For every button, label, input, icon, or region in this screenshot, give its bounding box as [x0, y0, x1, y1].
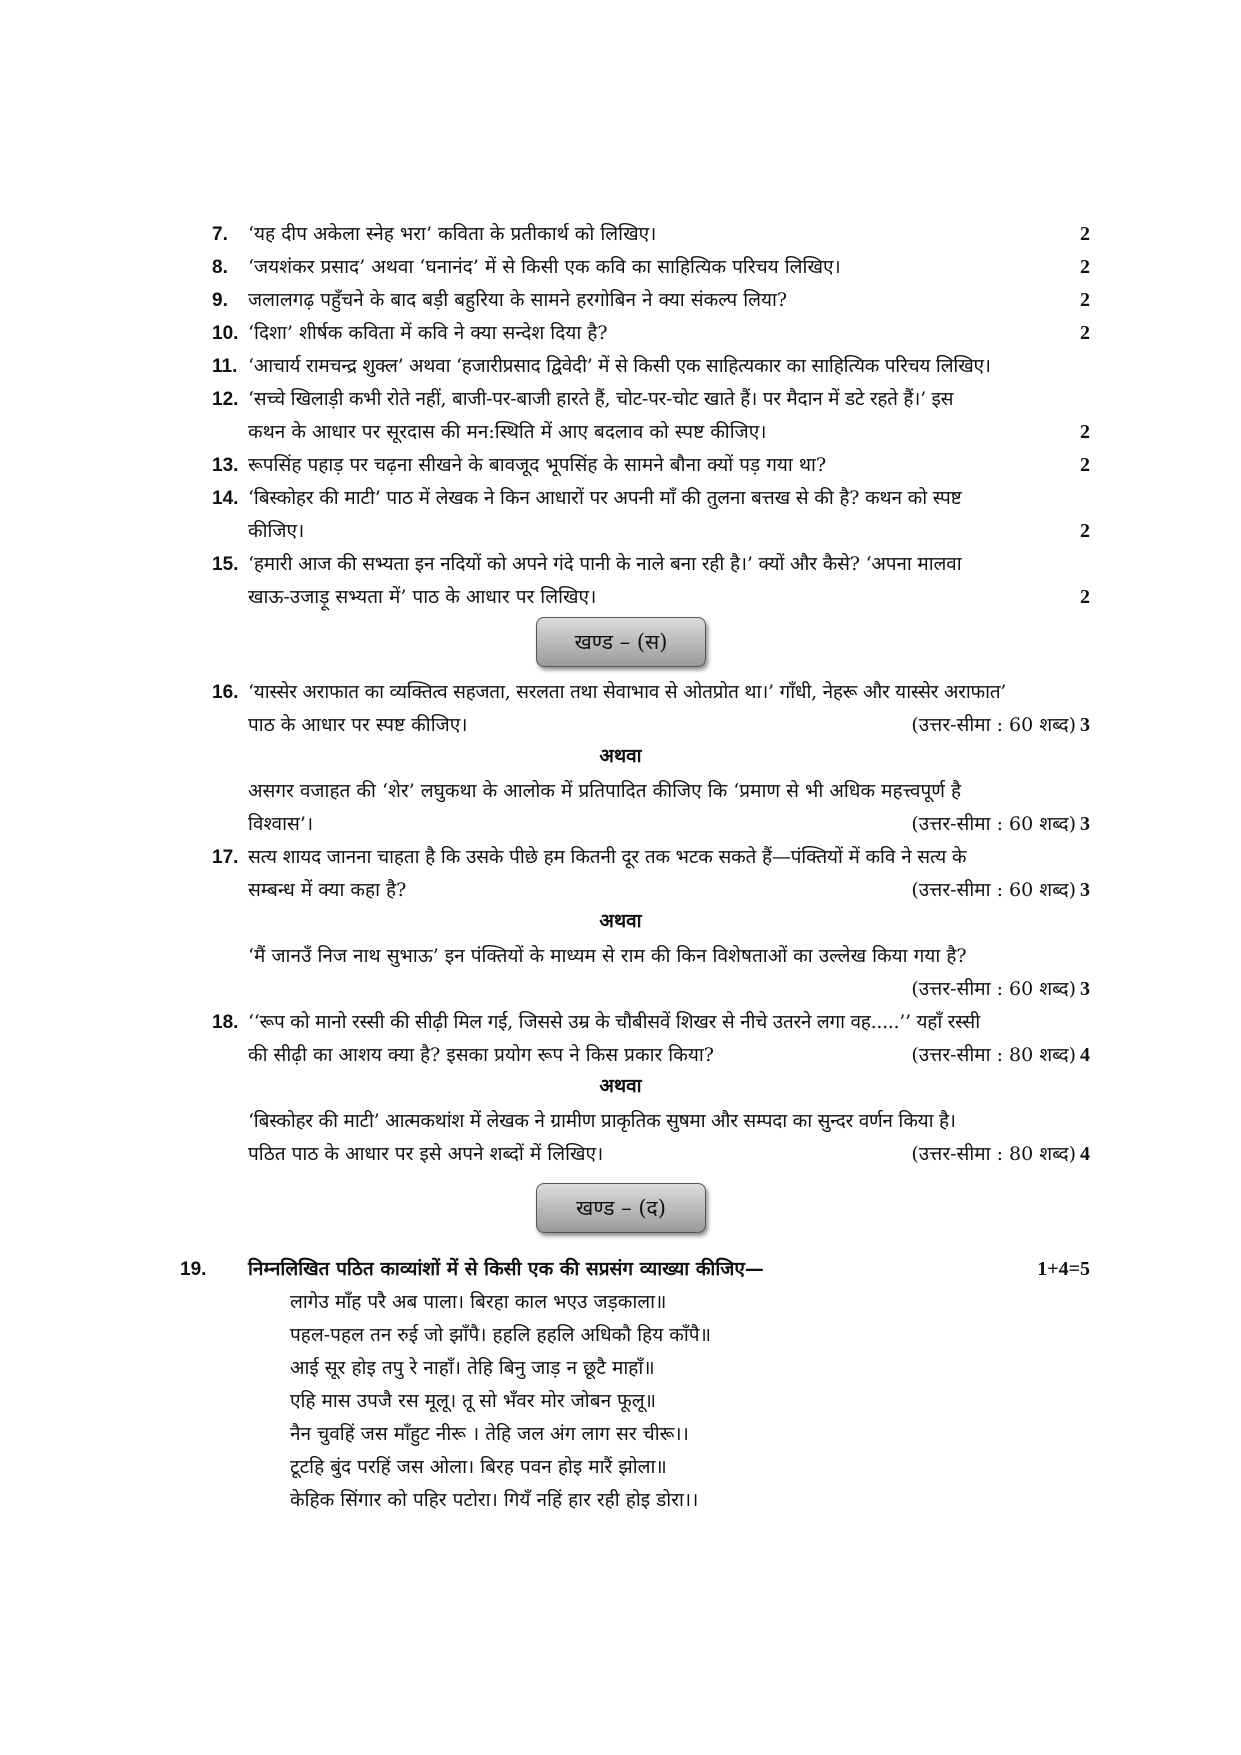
question-marks: 2	[1080, 520, 1090, 542]
or-label: अथवा	[599, 910, 642, 932]
question-11	[212, 350, 1090, 383]
question-number: 19.	[180, 1259, 207, 1280]
question-number: 7.	[212, 224, 228, 245]
question-text: ‘आचार्य रामचन्द्र शुक्ल’ अथवा ‘हजारीप्रसाद द्विवेदी’ में से किसी एक साहित्यकार का साहित्यिक परिचय लिखिए।	[248, 355, 991, 377]
question-marks: 2	[1080, 256, 1090, 278]
poem-line: आई सूर होइ तपु रे नाहाँ। तेहि बिनु जाड़ न छूटै माहाँ॥	[290, 1357, 655, 1379]
question-9	[212, 284, 1090, 317]
question-text: ‘यह दीप अकेला स्नेह भरा’ कविता के प्रतीकार्थ को लिखिए।	[248, 223, 657, 245]
question-text: पाठ के आधार पर स्पष्ट कीजिए।	[248, 714, 468, 736]
word-limit: (उत्तर-सीमा : 60 शब्द) 3	[911, 879, 1090, 901]
section-d-header: खण्ड – (द)	[536, 1183, 706, 1233]
poem-line: एहि मास उपजै रस मूलू। तू सो भँवर मोर जोबन फूलू॥	[290, 1390, 657, 1412]
question-14	[212, 482, 1090, 548]
question-text: ‘‘रूप को मानो रस्सी की सीढ़ी मिल गई, जिससे उम्र के चौबीसवें शिखर से नीचे उतरने लगा वह.....’’ यहाँ रस्सी	[248, 1011, 980, 1033]
question-16	[212, 676, 1090, 742]
question-text: ‘बिस्कोहर की माटी’ पाठ में लेखक ने किन आधारों पर अपनी माँ की तुलना बत्तख से की है? कथन को स्पष्ट	[248, 487, 962, 509]
question-text: जलालगढ़ पहुँचने के बाद बड़ी बहुरिया के सामने हरगोबिन ने क्या संकल्प लिया?	[248, 289, 788, 311]
question-number: 17.	[212, 847, 239, 868]
question-number: 9.	[212, 290, 228, 311]
question-15	[212, 548, 1090, 614]
poem-line: लागेउ माँह परै अब पाला। बिरहा काल भएउ जड़काला॥	[290, 1291, 667, 1313]
poem-line: पहल-पहल तन रुई जो झाँपै। हहलि हहलि अधिकौ हिय काँपै॥	[290, 1324, 711, 1346]
question-13	[212, 449, 1090, 482]
question-8	[212, 251, 1090, 284]
poem-excerpt	[290, 1286, 711, 1517]
poem-line: टूटहि बुंद परहिं जस ओला। बिरह पवन होइ मारैं झोला॥	[290, 1456, 667, 1478]
word-limit: (उत्तर-सीमा : 80 शब्द) 4	[911, 1044, 1090, 1066]
question-text: खाऊ-उजाड़ू सभ्यता में’ पाठ के आधार पर लिखिए।	[248, 586, 597, 608]
question-17	[212, 841, 1090, 907]
question-number: 11.	[212, 356, 238, 377]
question-7	[212, 218, 1090, 251]
question-number: 12.	[212, 389, 239, 410]
question-text: ‘हमारी आज की सभ्यता इन नदियों को अपने गंदे पानी के नाले बना रही है।’ क्यों और कैसे? ‘अपना मालवा	[248, 553, 962, 575]
question-number: 16.	[212, 682, 239, 703]
question-text: ‘दिशा’ शीर्षक कविता में कवि ने क्या सन्देश दिया है?	[248, 322, 608, 344]
question-19	[180, 1253, 1090, 1286]
question-number: 13.	[212, 455, 239, 476]
poem-line: नैन चुवहिं जस माँहुट नीरू । तेहि जल अंग लाग सर चीरू।।	[290, 1423, 689, 1445]
question-number: 8.	[212, 257, 228, 278]
question-number: 14.	[212, 488, 239, 509]
question-16-alternative	[212, 775, 1090, 841]
question-17-alternative	[212, 940, 1090, 1000]
question-18-alternative	[212, 1105, 1090, 1171]
question-text: निम्नलिखित पठित काव्यांशों में से किसी एक की सप्रसंग व्याख्या कीजिए—	[248, 1258, 764, 1280]
question-text: ‘सच्चे खिलाड़ी कभी रोते नहीं, बाजी-पर-बाजी हारते हैं, चोट-पर-चोट खाते हैं। पर मैदान में डटे रहते हैं।’ इस	[248, 388, 954, 410]
question-text: पठित पाठ के आधार पर इसे अपने शब्दों में लिखिए।	[248, 1143, 604, 1165]
question-marks: 1+4=5	[1037, 1258, 1090, 1280]
question-text: ‘जयशंकर प्रसाद’ अथवा ‘घनानंद’ में से किसी एक कवि का साहित्यिक परिचय लिखिए।	[248, 256, 841, 278]
poem-line: केहिक सिंगार को पहिर पटोरा। गियँ नहिं हार रही होइ डोरा।।	[290, 1489, 699, 1511]
word-limit: (उत्तर-सीमा : 80 शब्द) 4	[911, 1143, 1090, 1165]
word-limit: (उत्तर-सीमा : 60 शब्द) 3	[911, 714, 1090, 736]
question-text: ‘यास्सेर अराफात का व्यक्तित्व सहजता, सरलता तथा सेवाभाव से ओतप्रोत था।’ गाँधी, नेहरू और यास्सेर अराफात’	[248, 681, 1007, 703]
or-label: अथवा	[599, 1075, 642, 1097]
question-number: 15.	[212, 554, 239, 575]
question-text: सम्बन्ध में क्या कहा है?	[248, 879, 407, 901]
question-marks: 2	[1080, 421, 1090, 443]
question-text: विश्वास’।	[248, 813, 314, 835]
question-text: असगर वजाहत की ‘शेर’ लघुकथा के आलोक में प्रतिपादित कीजिए कि ‘प्रमाण से भी अधिक महत्त्वपूर्ण है	[248, 780, 962, 802]
question-text: ‘बिस्कोहर की माटी’ आत्मकथांश में लेखक ने ग्रामीण प्राकृतिक सुषमा और सम्पदा का सुन्दर वर्णन किया है।	[248, 1110, 956, 1132]
question-number: 10.	[212, 323, 239, 344]
question-18	[212, 1006, 1090, 1072]
question-12	[212, 383, 1090, 449]
or-label: अथवा	[599, 745, 642, 767]
question-marks: 2	[1080, 289, 1090, 311]
question-text: सत्य शायद जानना चाहता है कि उसके पीछे हम कितनी दूर तक भटक सकते हैं—पंक्तियों में कवि ने सत्य के	[248, 846, 967, 868]
question-marks: 2	[1080, 586, 1090, 608]
question-text: की सीढ़ी का आशय क्या है? इसका प्रयोग रूप ने किस प्रकार किया?	[248, 1044, 714, 1066]
question-marks: 2	[1080, 454, 1090, 476]
question-number: 18.	[212, 1012, 239, 1033]
question-text: ‘मैं जानउँ निज नाथ सुभाऊ’ इन पंक्तियों के माध्यम से राम की किन विशेषताओं का उल्लेख किया गया है?	[248, 945, 967, 967]
question-text: कीजिए।	[248, 520, 305, 542]
question-text: कथन के आधार पर सूरदास की मन:स्थिति में आए बदलाव को स्पष्ट कीजिए।	[248, 421, 767, 443]
question-marks: 2	[1080, 223, 1090, 245]
question-marks: 2	[1080, 322, 1090, 344]
question-text: रूपसिंह पहाड़ पर चढ़ना सीखने के बावजूद भूपसिंह के सामने बौना क्यों पड़ गया था?	[248, 454, 827, 476]
section-c-header: खण्ड – (स)	[536, 617, 706, 667]
word-limit: (उत्तर-सीमा : 60 शब्द) 3	[911, 978, 1090, 1000]
word-limit: (उत्तर-सीमा : 60 शब्द) 3	[911, 813, 1090, 835]
question-10	[212, 317, 1090, 350]
